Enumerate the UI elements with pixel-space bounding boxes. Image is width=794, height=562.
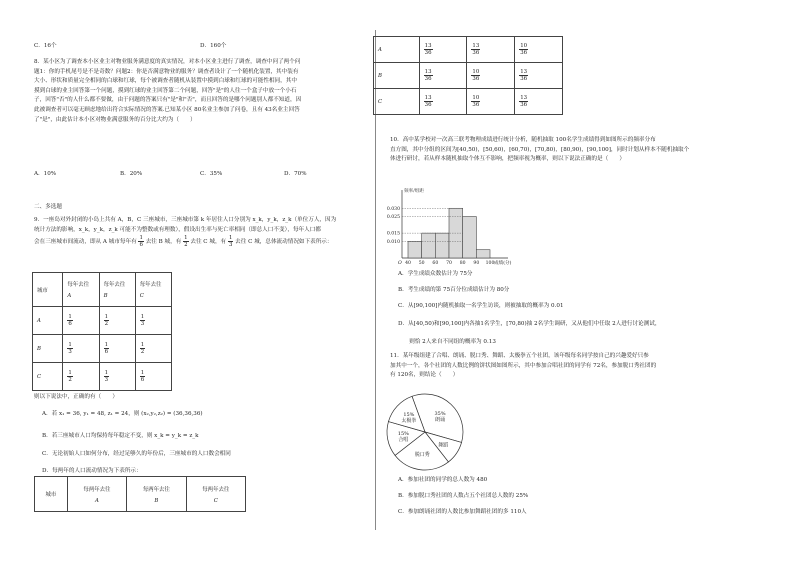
question-9 [34,216,374,248]
fraction: $\frac{13}{36}$ [520,69,528,82]
q11-option-b: B．参加脱口秀社团的人数占五个社团总人数的 25% [398,493,529,499]
histogram-bar [476,250,490,258]
table3-cell [419,37,467,63]
fraction: $\frac{1}{6}$ [104,342,109,355]
pie-label: 15% [403,411,415,418]
q9-option-d: D．每两年的人口流动情况为下表所示： [42,468,142,474]
q9-line3-mid1: 去往 B 城，有 [145,239,182,246]
table1-row-label: B [33,335,63,363]
table3-cell [419,89,467,115]
question-8 [34,58,374,125]
fraction: $\frac{13}{36}$ [424,95,432,108]
y-tick-label: 0.015 [386,231,400,237]
table1-header-cell: 每年去往 B [99,273,135,307]
fraction: $\frac{1}{3}$ [104,370,109,383]
table3-row-label: C [374,89,420,115]
q8-line: 摸到白球的业主回答第一个问题，摸到红球的业主回答第二个问题，回答"是"的人往一个盒子中放一个小石 [34,87,297,94]
table1-row-label: A [33,307,63,335]
pie-label: 35% [434,410,446,417]
q8-line: 子，回答"否"的人什么都不要做，由于问题的答案只有"是"和"否"，而且回答的是哪个问题别人都不知道，因 [34,97,302,104]
table2-header-cell: 城市 [35,477,68,512]
q10-option-d: D．从[40,50)和[90,100]内各抽1名学生，[70,80)抽 2名学生调研，又从他们中任取 2人进行讨论测试， [398,321,661,327]
table3-cell [515,37,563,63]
table3-cell [419,63,467,89]
fraction: $\frac{1}{2}$ [68,370,72,383]
two-year-flow-table [373,36,563,115]
fraction: $\frac{1}{6}$ [68,314,72,327]
fraction: $\frac{1}{2}$ [104,314,109,327]
pie-label: 脱口秀 [414,451,430,458]
q10-option-a: A．学生成绩众数估计为 75分 [398,271,473,277]
y-tick-label: 0.010 [386,240,400,246]
fraction: $\frac{1}{2}$ [184,235,188,249]
question-10 [390,136,770,165]
q9-line3-mid2: 去往 C 城，有 [190,239,227,246]
q11-line: 加其中一个，各个社团的人数比例的饼状图如图所示，其中参加合唱社团的同学有 72名，参加脱口秀社团的 [390,362,657,369]
x-tick-label: 50 [418,261,425,266]
q9-line-3 [34,235,374,248]
table3-row-label: B [374,63,420,89]
q11-option-c: C．参加朗诵社团的人数比参加舞蹈社团的多 110人 [398,509,527,515]
q9-lead: 则以下说法中，正确的有（ ） [34,394,118,400]
table3-row-label: A [374,37,420,63]
q10-option-c: C．从[90,100]内随机抽取一名学生访谈，则被抽取的概率为 0.01 [398,303,564,309]
pie-label: 15% [397,431,409,438]
q10-option-b: B．考生成绩的第 75百分位成绩估计为 80分 [398,287,510,293]
table1-cell [63,363,99,391]
q9-line: 统计方法的影响，x_k，y_k，z_k 可能不为整数或有理数），假设出生率与死亡率相同（即总人口不变），每年人口都 [34,226,321,233]
table3-cell [515,89,563,115]
histogram-bar [435,233,449,258]
histogram-bar [422,233,436,258]
origin-label: O [398,261,402,266]
table1-header-cell: 城市 [33,273,63,307]
table1-cell [99,363,135,391]
flow-table-2 [34,476,246,512]
fraction: $\frac{13}{36}$ [424,69,432,82]
pie-label: 舞蹈 [438,442,449,449]
table1-header-cell: 每年去往 A [63,273,99,307]
q8-line: 8．某小区为了调查本小区业主对物业服务满意度的真实情况，对本小区业主进行了调查，调查中问了两个问 [34,59,301,65]
frequency-histogram [380,186,540,268]
q8-line: 了"是"，由此估计本小区对物业满意服务的百分比大约为（ ） [34,116,196,123]
x-tick-label: 100 [485,261,495,266]
table1-cell [63,307,99,335]
table2-header-cell: 每两年去往 C [186,477,245,512]
table1-cell [99,335,135,363]
table1-cell [63,335,99,363]
q10-line: 直方图，其中分组的区间为[40,50)，[50,60)，[60,70)，[70,80)，[80,90)，[90,100]，同时计划从样本不随机抽取个 [390,146,690,153]
q11-line: 11．某年级组建了合唱、朗诵、脱口秀、舞蹈、太极拳五个社团，该年级每名同学按自己的兴趣爱好只参 [390,353,649,359]
q8-line: 此被调查者可以毫无顾虑地给出符合实际情况的答案.已知某小区 80名业主参加了问卷，且有 43名业主回答 [34,106,300,113]
q8-line: 题1：你的手机尾号是不是奇数？问题2：你是否满意物业的服务？调查者设计了一个随机化装置，其中装有 [34,68,299,75]
y-tick-label: 0.025 [386,215,400,221]
fraction: $\frac{10}{36}$ [472,69,480,82]
x-tick-label: 90 [473,261,480,266]
flow-table-1 [32,272,172,391]
fraction: $\frac{10}{36}$ [472,95,480,108]
x-tick-label: 80 [459,261,466,266]
table1-header-cell: 每年去往 C [135,273,171,307]
pie-label: 合唱 [398,437,409,444]
x-axis-label: 成绩(分) [494,261,512,266]
prev-option-c: C．16个 [34,43,57,49]
fraction: $\frac{10}{36}$ [520,43,528,56]
q9-line: 9．一座岛对外封闭的小岛上共有 A，B，C 三座城市，三座城市第 k 年居住人口分别为 x_k，y_k，z_k（单位万人，因为 [34,217,337,223]
table1-cell [135,363,171,391]
fraction: $\frac{1}{6}$ [139,235,143,249]
q10-line: 10．高中某学校对一次高三联考物理成绩进行统计分析，随机抽取 100名学生成绩得到如图所示的频率分布 [390,137,656,143]
fraction: $\frac{13}{36}$ [472,43,480,56]
q10-line: 体进行研讨，若从样本随机抽取个体互不影响，把频率视为概率，则以下说法正确的是（ ） [390,156,625,163]
fraction: $\frac{13}{36}$ [424,43,432,56]
pie-label: 朗诵 [435,416,446,423]
histogram-bar [408,241,422,258]
table1-row-label: C [33,363,63,391]
table3-cell [515,63,563,89]
fraction: $\frac{1}{3}$ [228,235,233,249]
x-tick-label: 40 [405,261,411,266]
q9-option-c: C．无论初始人口如何分布，经过足够久的年份后，三座城市的人口数会相同 [42,451,231,457]
table1-cell [99,307,135,335]
x-tick-label: 60 [432,261,439,266]
q11-line: 有 120名，则结论（ ） [390,372,459,379]
table3-cell [467,89,515,115]
q11-option-a: A．参加社团的同学的总人数为 480 [398,477,488,483]
histogram-bar [463,217,477,258]
table3-cell [467,37,515,63]
club-pie-chart [383,388,473,476]
fraction: $\frac{13}{36}$ [520,95,528,108]
fraction: $\frac{1}{3}$ [140,314,145,327]
q8-option-d: D．70% [284,171,307,177]
table1-cell [135,335,171,363]
q9-line3-post: 去往 C 城，总体流动情况如下表所示： [235,239,333,246]
fraction: $\frac{1}{3}$ [68,342,72,355]
q9-option-a: A．若 x₁ = 36, y₁ = 48, z₁ = 24，则 (x₂,y₂,z₂) = (36,36,36) [42,411,203,417]
section-title: 二、多选题 [34,204,62,210]
y-axis-label: 频率/组距 [404,189,424,194]
fraction: $\frac{1}{2}$ [140,342,145,355]
table1-cell [135,307,171,335]
q10-option-d-cont: 则恰 2人来自不同组的概率为 0.13 [398,339,496,345]
fraction: $\frac{1}{6}$ [140,370,145,383]
y-tick-label: 0.030 [386,206,400,212]
pie-label: 太极拳 [401,417,417,424]
q9-option-b: B．若三座城市人口均保持每年稳定不变，则 x_k = y_k = z_k [42,433,199,439]
question-11 [390,352,770,381]
x-tick-label: 70 [446,261,452,266]
q8-option-a: A．10% [34,171,57,177]
q8-line: 大小、形状和质量完全相同的白球和红球，每个被调查者随机从装置中摸到白球和红球的可能性相同，其中 [34,78,297,85]
table3-cell [467,63,515,89]
table2-header-cell: 每两年去往 B [127,477,186,512]
q8-option-b: B．20% [120,171,143,177]
prev-option-d: D．160个 [200,43,227,49]
q8-option-c: C．35% [200,171,223,177]
table2-header-cell: 每两年去往 A [67,477,126,512]
q9-line3-pre: 会在三座城市间流动，即从 A 城市每年有 [34,239,137,246]
